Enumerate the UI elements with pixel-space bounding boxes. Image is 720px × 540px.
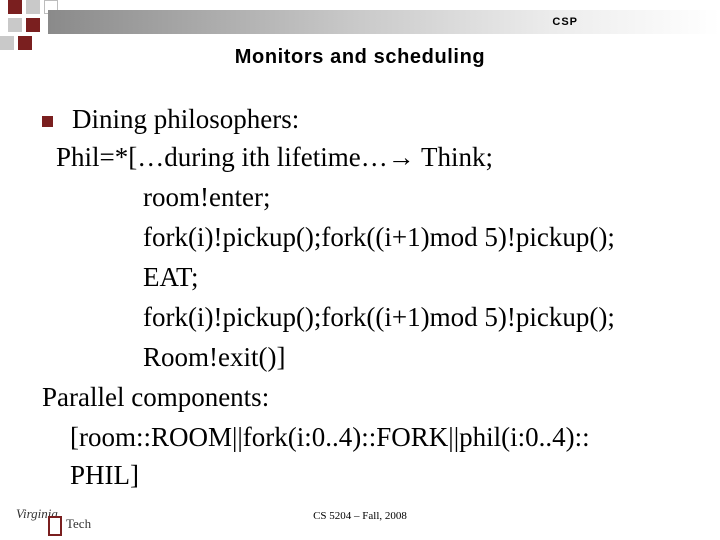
logo-word-virginia: Virginia [16, 506, 58, 521]
code-line: Room!exit()] [143, 342, 286, 372]
code-line: [room::ROOM||fork(i:0..4)::FORK||phil(i:0..4):: [70, 422, 590, 452]
code-line: Phil=*[…during ith lifetime…→ Think; [56, 142, 493, 172]
code-line: PHIL] [70, 460, 139, 490]
square-bullet-icon [42, 116, 53, 127]
header-tag: CSP [552, 16, 578, 28]
slide-title: Monitors and scheduling [234, 46, 486, 68]
code-line: fork(i)!pickup();fork((i+1)mod 5)!pickup(); [143, 222, 615, 252]
logo-word-tech: Tech [66, 516, 92, 531]
footer-course: CS 5204 – Fall, 2008 [313, 510, 407, 522]
code-line: fork(i)!pickup();fork((i+1)mod 5)!pickup(); [143, 302, 615, 332]
header-gradient-bar [48, 10, 720, 34]
code-line: EAT; [143, 262, 199, 292]
bullet-text: Dining philosophers: [72, 104, 300, 134]
code-line: Parallel components: [42, 382, 270, 412]
code-line: room!enter; [143, 182, 271, 212]
